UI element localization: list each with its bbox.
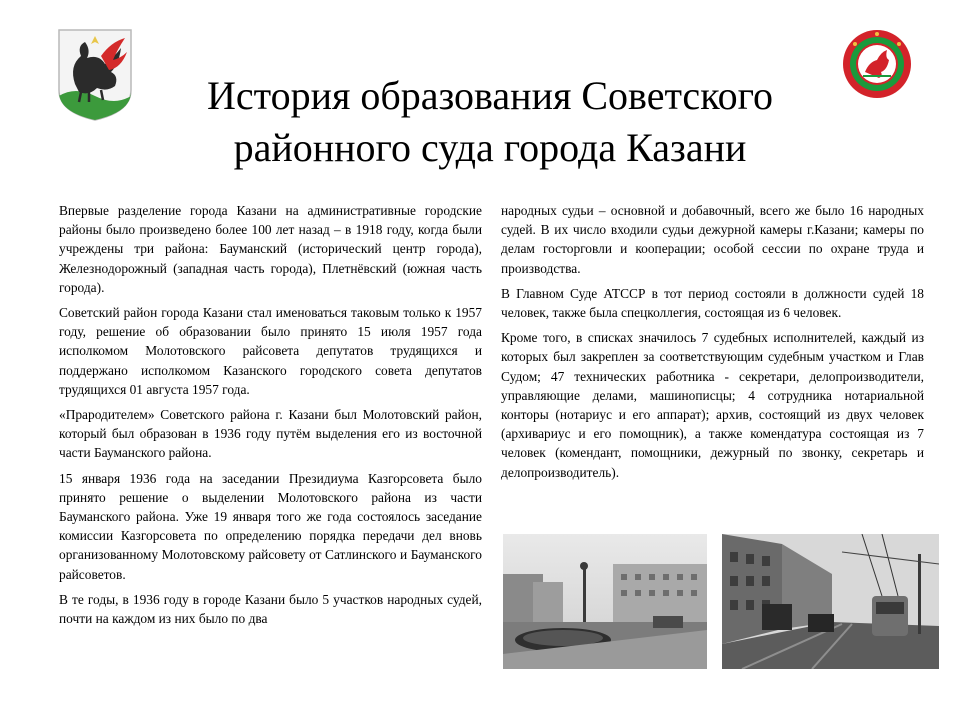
paragraph: 15 января 1936 года на заседании Президиума Казгорсовета было принято решение о выделении Молотовского района из части Бауманского района. Уже 19 января того же года состоялось заседание комиссии Казгорсовета по определению порядка передачи дел вновь организованному Молотовскому райсовету от Сатлинского и Бауманского райсоветов. <box>59 470 482 582</box>
tatarstan-emblem-icon <box>841 28 913 100</box>
kazan-coat-of-arms-icon <box>55 26 135 122</box>
paragraph: Кроме того, в списках значилось 7 судебных исполнителей, каждый из которых был закреплен за соответствующим судебным участком и Глав Судом; 47 технических работника - секретари, делопроизводители, управляющие делами, машинописцы; 4 сотрудника нотариальной конторы (нотариус и его аппарат); архив, состоящий из двух человек (архивариус и его помощник), а также комендатура состоящая из 7 человек (комендант, помощники, дежурный по звонку, секретарь и делопроизводитель). <box>501 330 924 480</box>
paragraph: В те годы, в 1936 году в городе Казани было 5 участков народных судей, почти на каждом из них было по два <box>59 591 482 627</box>
text-column-right <box>501 201 924 488</box>
paragraph: «Прародителем» Советского района г. Казани был Молотовский район, который был образован в 1936 году путём выделения его из восточной части Бауманского района. <box>59 407 482 461</box>
paragraph: Впервые разделение города Казани на административные городские районы было произведено более 100 лет назад – в 1918 году, когда были учреждены три района: Бауманский (исторический центр города), Железнодорожный (западная часть города), Плетнёвский (южная часть города). <box>59 203 482 295</box>
page-title: История образования Советского районного суда города Казани <box>206 73 773 170</box>
paragraph: народных судьи – основной и добавочный, всего же было 16 народных судей. В их число входили судьи дежурной камеры г.Казани; камеры по делам госторговли и кооперации; особой сессии по охране труда и производства. <box>501 203 924 276</box>
historic-photo-street <box>722 534 939 669</box>
paragraph: Советский район города Казани стал именоваться таковым только к 1957 году, решение об образовании было принято 15 июля 1957 года исполкомом Молотовского райсовета депутатов трудящихся и поддержано исполкомом Казанского городского совета депутатов трудящихся 01 августа 1957 года. <box>59 305 482 397</box>
paragraph: В Главном Суде АТССР в тот период состояли в должности судей 18 человек, также была спецколлегия, состоящая из 6 человек. <box>501 285 924 321</box>
text-column-left <box>59 201 482 634</box>
historic-photo-square <box>503 534 707 669</box>
